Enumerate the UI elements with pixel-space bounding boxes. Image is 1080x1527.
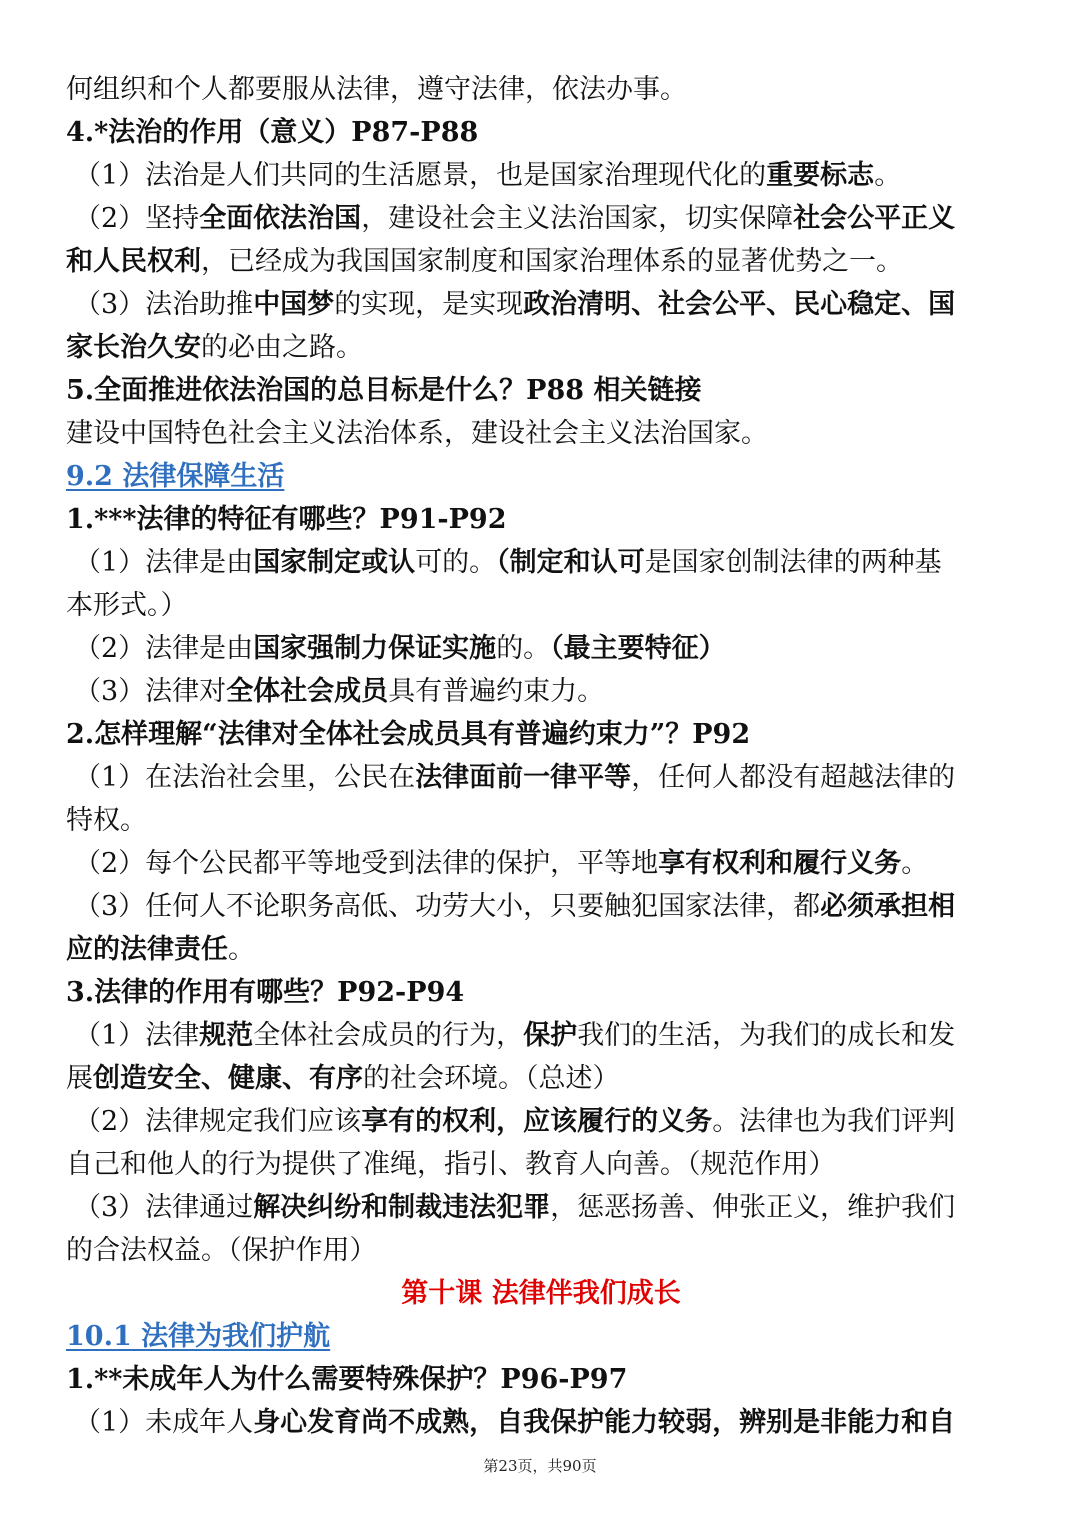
bold-text: 第十课 法律伴我们成长	[401, 1278, 681, 1309]
text-line	[66, 928, 1016, 971]
text-segment: ，任何人都没有超越法律的	[631, 762, 956, 793]
text-segment: 具有普遍约束力。	[388, 676, 605, 707]
text-segment: 何组织和个人都要服从法律，遵守法律，依法办事。	[66, 74, 687, 105]
bold-text: 享有的权利，应该履行的义务	[361, 1106, 713, 1137]
text-segment: （3）法律通过	[74, 1192, 254, 1223]
bold-text: （最主要特征）	[550, 633, 726, 664]
bold-text: 中国梦	[253, 289, 335, 320]
text-segment: 自己和他人的行为提供了准绳，指引、教育人向善。（规范作用）	[66, 1149, 836, 1180]
bold-text: 2.怎样理解“法律对全体社会成员具有普遍约束力”？P92	[66, 719, 751, 750]
text-segment: 特权。	[66, 805, 147, 836]
bold-text: 和人民权利	[66, 246, 201, 277]
bold-text: 1.***法律的特征有哪些？P91-P92	[66, 504, 507, 535]
text-segment: （1）未成年人	[74, 1407, 254, 1438]
text-line	[66, 799, 1016, 842]
text-segment: 的合法权益。（保护作用）	[66, 1235, 377, 1266]
question-heading	[66, 369, 1016, 412]
bold-text: 社会公平正义	[793, 203, 956, 234]
list-item	[66, 1401, 1016, 1444]
question-heading	[66, 971, 1016, 1014]
text-segment: （2）法律是由	[74, 633, 254, 664]
bold-text: 政治清明、社会公平、民心稳定、国	[523, 289, 956, 320]
text-segment: （1）法律	[74, 1020, 200, 1051]
chapter-title	[66, 1272, 1016, 1315]
section-heading[interactable]	[66, 1315, 1016, 1358]
question-heading	[66, 713, 1016, 756]
document-body	[66, 68, 1016, 1444]
list-item	[66, 670, 1016, 713]
bold-text: 重要标志	[766, 160, 875, 191]
text-segment: 。法律也为我们评判	[712, 1106, 956, 1137]
bold-text: 必须承担相	[820, 891, 956, 922]
question-heading	[66, 1358, 1016, 1401]
text-line	[66, 68, 1016, 111]
text-segment: 是国家创制法律的两种基	[644, 547, 942, 578]
text-segment: ，建设社会主义法治国家，切实保障	[361, 203, 794, 234]
bold-text: 9.2 法律保障生活	[66, 461, 285, 492]
text-segment: 的。	[496, 633, 551, 664]
text-line	[66, 412, 1016, 455]
question-heading	[66, 111, 1016, 154]
text-segment: （1）在法治社会里，公民在	[74, 762, 416, 793]
text-segment: （3）法律对	[74, 676, 227, 707]
bold-text: 4.*法治的作用（意义）P87-P88	[66, 117, 479, 148]
bold-text: 国家强制力保证实施	[253, 633, 497, 664]
text-segment: （3）任何人不论职务高低、功劳大小，只要触犯国家法律，都	[74, 891, 821, 922]
text-segment: 。	[874, 160, 902, 191]
bold-text: （制定和认可	[496, 547, 645, 578]
list-item	[66, 1186, 1016, 1229]
section-heading[interactable]	[66, 455, 1016, 498]
text-segment: 的实现，是实现	[334, 289, 524, 320]
text-segment: 。	[228, 934, 255, 965]
text-segment: （1）法律是由	[74, 547, 254, 578]
text-segment: 本形式。）	[66, 590, 188, 621]
text-segment: （3）法治助推	[74, 289, 254, 320]
bold-text: 创造安全、健康、有序	[93, 1063, 363, 1094]
text-segment: 展	[66, 1063, 93, 1094]
text-segment: 可的。	[415, 547, 497, 578]
list-item	[66, 283, 1016, 326]
bold-text: 规范	[199, 1020, 254, 1051]
text-segment: （1）法治是人们共同的生活愿景，也是国家治理现代化的	[74, 160, 767, 191]
bold-text: 享有权利和履行义务	[658, 848, 902, 879]
text-line	[66, 1229, 1016, 1272]
text-segment: 的必由之路。	[201, 332, 363, 363]
text-line	[66, 584, 1016, 627]
bold-text: 保护	[523, 1020, 578, 1051]
text-segment: 我们的生活，为我们的成长和发	[577, 1020, 956, 1051]
bold-text: 10.1 法律为我们护航	[66, 1321, 331, 1352]
text-line	[66, 1057, 1016, 1100]
list-item	[66, 154, 1016, 197]
text-segment: 建设中国特色社会主义法治体系，建设社会主义法治国家。	[66, 418, 768, 449]
text-segment: 的社会环境。（总述）	[363, 1063, 620, 1094]
list-item	[66, 842, 1016, 885]
bold-text: 法律面前一律平等	[415, 762, 632, 793]
list-item	[66, 541, 1016, 584]
bold-text: 应的法律责任	[66, 934, 228, 965]
list-item	[66, 885, 1016, 928]
bold-text: 家长治久安	[66, 332, 201, 363]
bold-text: 解决纠纷和制裁违法犯罪	[253, 1192, 551, 1223]
list-item	[66, 627, 1016, 670]
list-item	[66, 1014, 1016, 1057]
text-segment: 。	[901, 848, 929, 879]
page-number-footer: 第23页，共90页	[483, 1457, 597, 1475]
text-segment: ，已经成为我国国家制度和国家治理体系的显著优势之一。	[201, 246, 903, 277]
text-segment: ，惩恶扬善、伸张正义，维护我们	[550, 1192, 956, 1223]
bold-text: 身心发育尚不成熟，自我保护能力较弱，辨别是非能力和自	[253, 1407, 956, 1438]
text-segment: （2）法律规定我们应该	[74, 1106, 362, 1137]
text-segment: 全体社会成员的行为，	[253, 1020, 524, 1051]
text-segment: （2）坚持	[74, 203, 200, 234]
question-heading	[66, 498, 1016, 541]
text-segment: （2）每个公民都平等地受到法律的保护，平等地	[74, 848, 659, 879]
bold-text: 1.**未成年人为什么需要特殊保护？P96-P97	[66, 1364, 628, 1395]
list-item	[66, 756, 1016, 799]
text-line	[66, 240, 1016, 283]
text-line	[66, 326, 1016, 369]
bold-text: 3.法律的作用有哪些？P92-P94	[66, 977, 465, 1008]
text-line	[66, 1143, 1016, 1186]
list-item	[66, 1100, 1016, 1143]
list-item	[66, 197, 1016, 240]
bold-text: 国家制定或认	[253, 547, 416, 578]
bold-text: 5.全面推进依法治国的总目标是什么？P88 相关链接	[66, 375, 702, 406]
bold-text: 全面依法治国	[199, 203, 362, 234]
bold-text: 全体社会成员	[226, 676, 389, 707]
